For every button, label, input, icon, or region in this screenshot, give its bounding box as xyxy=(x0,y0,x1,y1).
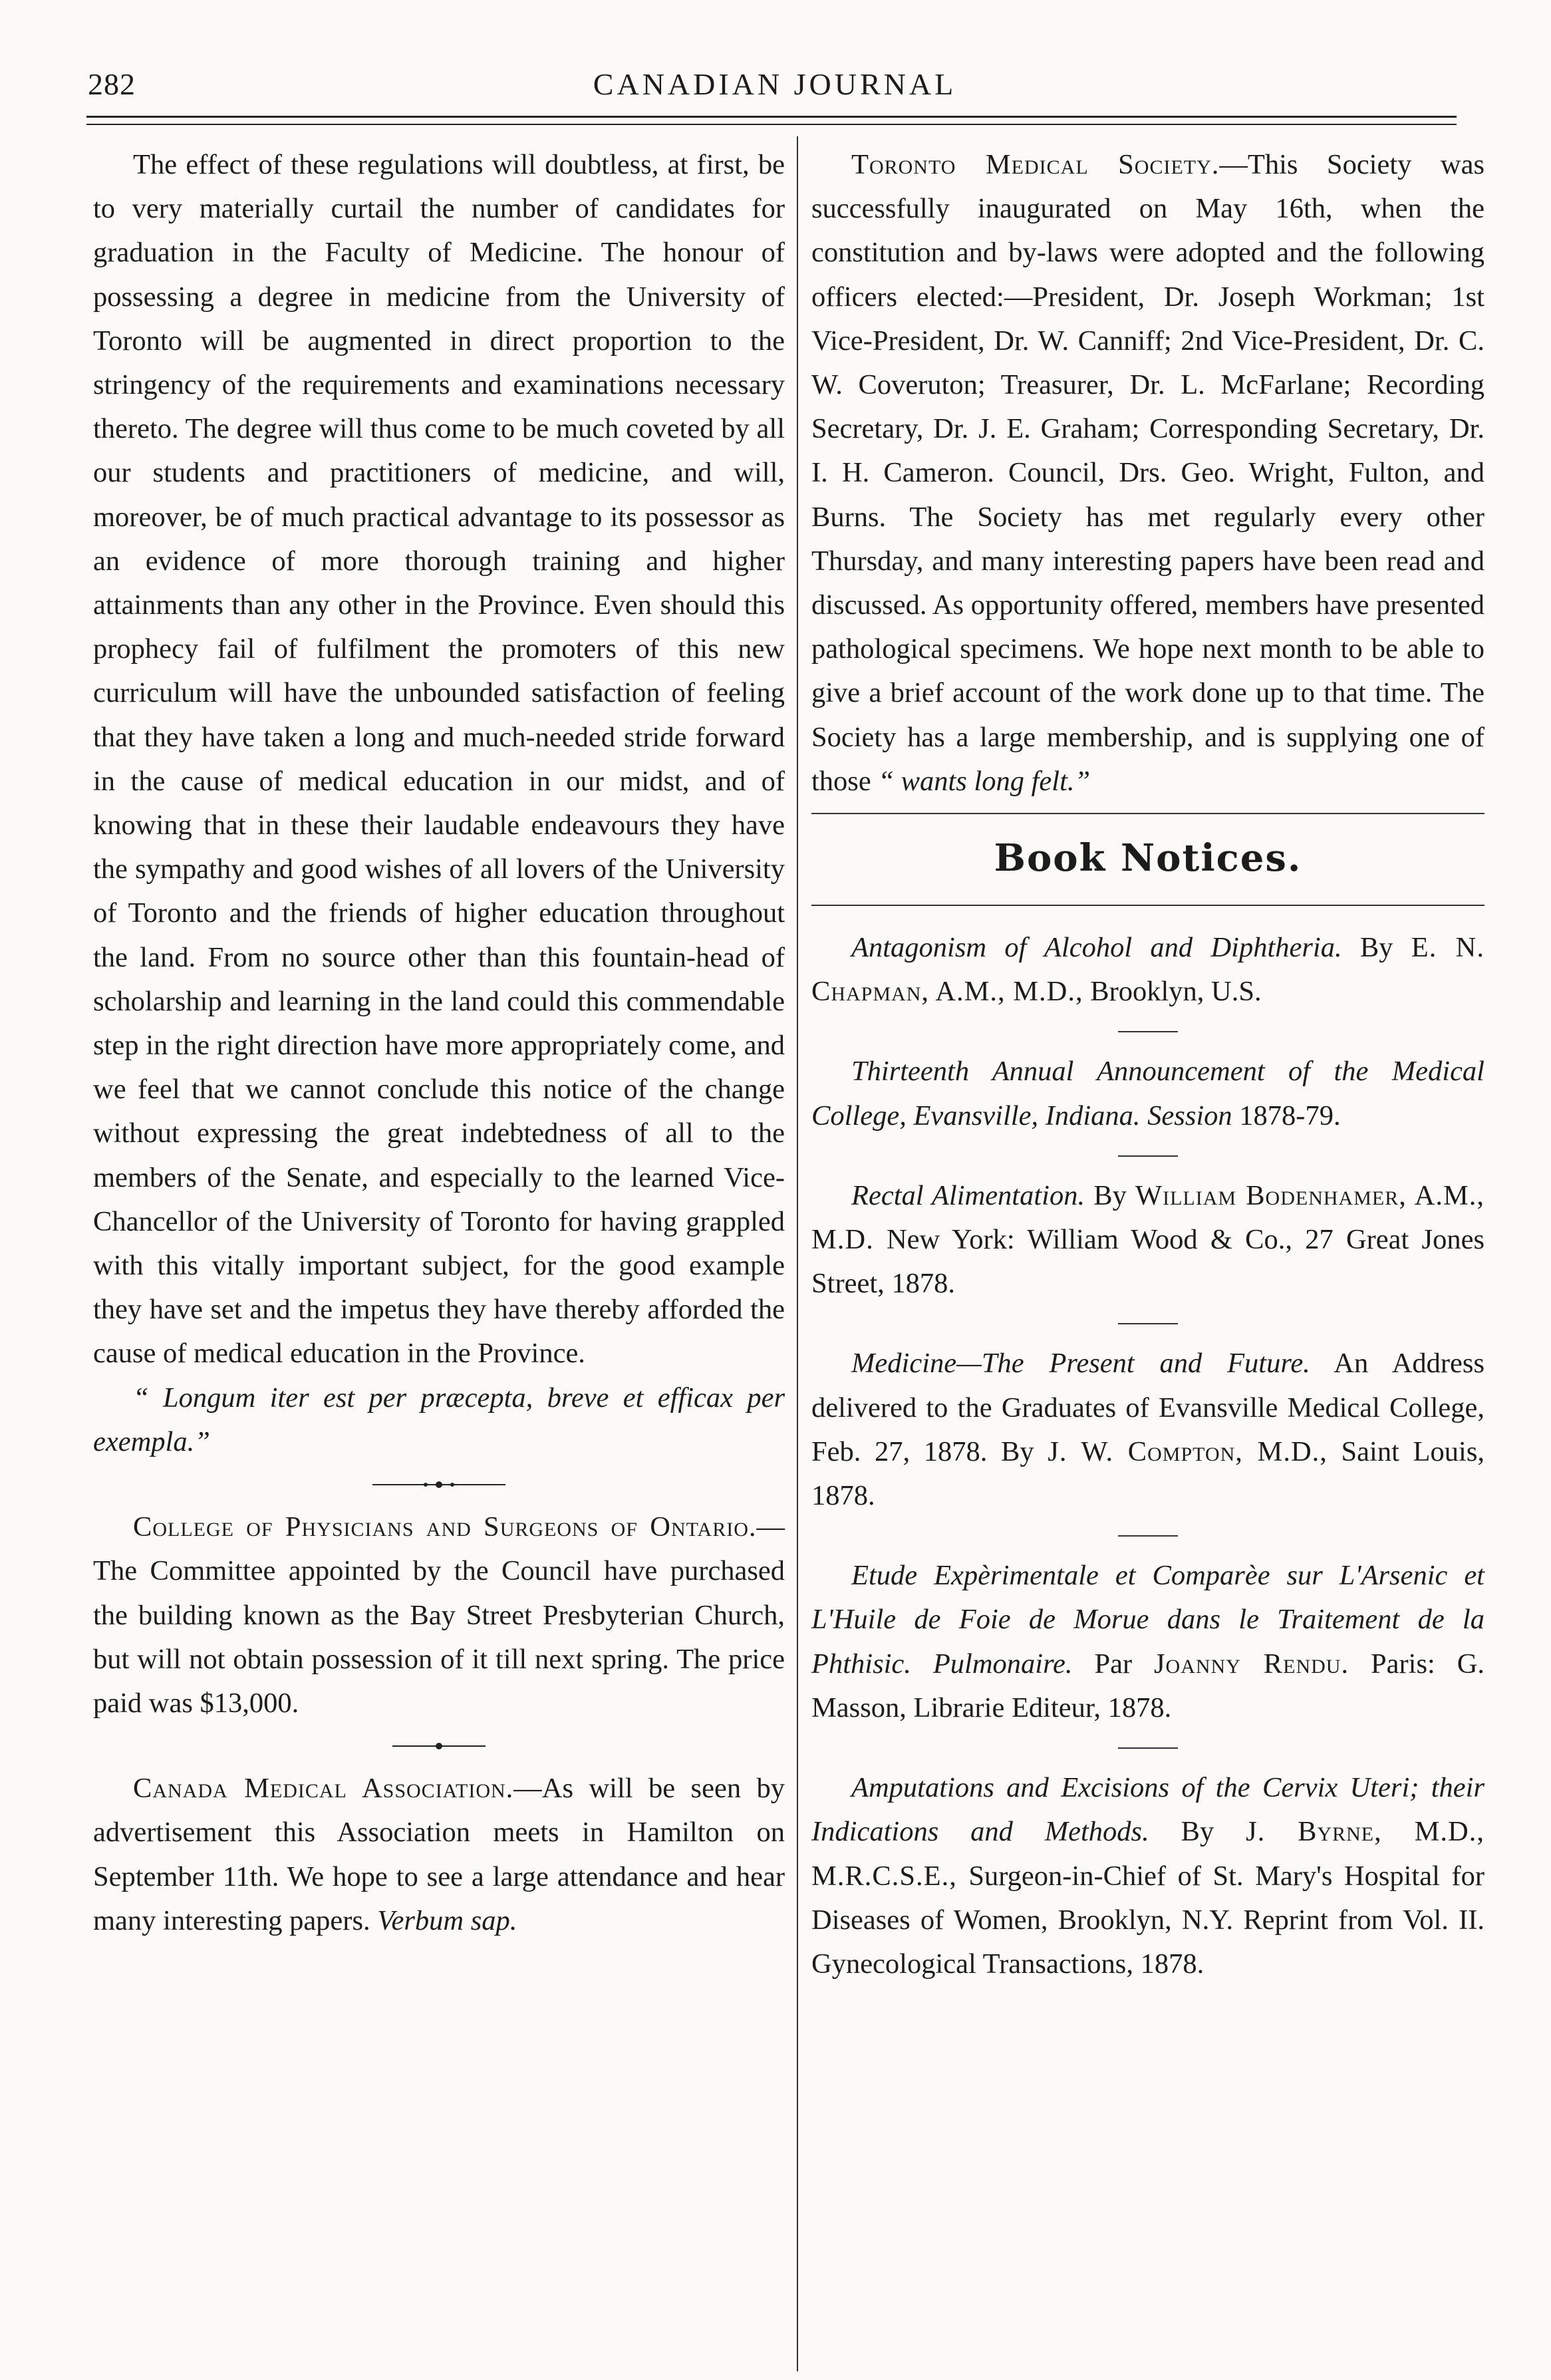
book-notices-heading: Book Notices. xyxy=(994,836,1302,881)
right-column xyxy=(811,143,1484,1986)
book-text: Brooklyn, U.S. xyxy=(1083,976,1262,1008)
college-body: —The Committee appointed by the Council have purchased the building known as the Bay Street Presbyterian Church, but will not obtain possession of it till next spring. The price paid was $13,000. xyxy=(93,1511,785,1719)
society-quote: “ wants long felt.” xyxy=(878,765,1091,797)
book-text: By xyxy=(1149,1816,1246,1848)
entry-divider xyxy=(1118,1155,1178,1157)
book-entry xyxy=(811,1342,1484,1518)
association-paragraph xyxy=(93,1767,785,1943)
book-author: J. W. Compton, M.D., xyxy=(1048,1435,1328,1467)
book-text: By xyxy=(1085,1179,1135,1211)
society-body: —This Society was successfully inaugurated on May 16th, when the constitution and by-laws were adopted and the following officers elected:—President, Dr. Joseph Workman; 1st Vice-President, Dr. W. Canniff; 2nd Vice-President, Dr. C. W. Coveruton; Treasurer, Dr. L. McFarlane; Recording Secretary, Dr. J. E. Graham; Corresponding Secretary, Dr. I. H. Cameron. Council, Drs. Geo. Wright, Fulton, and Burns. The Society has met regularly every other Thursday, and many interesting papers have been read and discussed. As opportunity offered, members have presented pathological specimens. We hope next month to be able to give a brief account of the work done up to that time. The Society has a large membership, and is supplying one of those xyxy=(811,149,1484,797)
latin-quote-text: “ Longum iter est per præcepta, breve et efficax per exempla.” xyxy=(93,1382,785,1457)
society-heading: Toronto Medical Society. xyxy=(851,149,1220,180)
book-text: New York: William Wood & Co., 27 Great Jones Street, 1878. xyxy=(811,1224,1484,1300)
entry-divider xyxy=(1118,1323,1178,1324)
book-text: 1878-79. xyxy=(1239,1100,1341,1131)
book-entry xyxy=(811,1174,1484,1306)
association-body: —As will be seen by advertisement this Association meets in Hamilton on September 11th. We hope to see a large attendance and hear many interesting papers. xyxy=(93,1773,785,1936)
book-text: An Address delivered to the Graduates of Evansville Medical College, Feb. 27, 1878. By xyxy=(811,1348,1484,1467)
book-title: Rectal Alimentation. xyxy=(851,1179,1085,1211)
header-rule-thin xyxy=(86,124,1457,125)
entry-divider xyxy=(1118,1535,1178,1537)
entry-divider xyxy=(1118,1031,1178,1032)
book-title: Antagonism of Alcohol and Diphtheria. xyxy=(851,932,1342,964)
book-title: Medicine—The Present and Future. xyxy=(851,1348,1310,1380)
page-number: 282 xyxy=(88,67,136,101)
book-title: Amputations and Excisions of the Cervix Uteri; their Indications and Methods. xyxy=(811,1772,1484,1848)
left-column xyxy=(93,143,785,1943)
book-entry xyxy=(811,1766,1484,1986)
book-text: Saint Louis, 1878. xyxy=(811,1435,1484,1512)
section-rule-2 xyxy=(811,905,1484,906)
ornament-divider-2 xyxy=(93,1725,785,1767)
running-title: CANADIAN JOURNAL xyxy=(593,67,957,101)
association-heading: Canada Medical Association. xyxy=(133,1773,514,1805)
regulations-paragraph: The effect of these regulations will doubtless, at first, be to very materially curtail the number of candidates for graduation in the Faculty of Medicine. The honour of possessing a degree in medicine from the University of Toronto will be augmented in direct proportion to the stringency of the requirements and examinations necessary thereto. The degree will thus come to be much coveted by all our students and practitioners of medicine, and will, moreover, be of much practical advantage to its possessor as an evidence of more thorough training and higher attainments than any other in the Province. Even should this prophecy fail of fulfilment the promoters of this new curriculum will have the unbounded satisfaction of feeling that they have taken a long and much-needed stride forward in the cause of medical education in our midst, and of knowing that in these their laudable endeavours they have the sympathy and good wishes of all lovers of the University of Toronto and the friends of higher education throughout the land. From no source other than this fountain-head of scholarship and learning in the land could this commendable step in the right direction have more appropriately come, and we feel that we cannot conclude this notice of the change without expressing the great indebtedness of all to the members of the Senate, and especially to the learned Vice-Chancellor of the University of Toronto for having grappled with this vitally important subject, for the good example they have set and the impetus they have thereby afforded the cause of medical education in the Province. xyxy=(93,149,785,1370)
book-author: William Bodenhamer, A.M., M.D. xyxy=(811,1179,1484,1256)
book-author: Joanny Rendu. xyxy=(1154,1648,1349,1680)
book-text: Par xyxy=(1072,1648,1155,1680)
latin-quote xyxy=(93,1376,785,1464)
page-header xyxy=(80,64,1470,117)
book-text xyxy=(1232,1100,1240,1131)
section-rule xyxy=(811,813,1484,814)
book-text: Paris: G. Masson, Librarie Editeur, 1878. xyxy=(811,1648,1485,1723)
entry-divider xyxy=(1118,1747,1178,1749)
book-author: J. Byrne, M.D., M.R.C.S.E., xyxy=(811,1816,1484,1892)
college-paragraph xyxy=(93,1505,785,1725)
society-paragraph xyxy=(811,143,1484,804)
book-entry xyxy=(811,1050,1484,1137)
verbum-sap: Verbum sap. xyxy=(377,1904,517,1936)
column-divider xyxy=(797,136,798,2371)
header-rule xyxy=(86,116,1457,118)
book-text: By xyxy=(1341,932,1411,964)
book-title: Etude Expèrimentale et Comparèe sur L'Arsenic et L'Huile de Foie de Morue dans le Traitement de la Phthisic. Pulmonaire. xyxy=(811,1560,1484,1680)
book-author: E. N. Chapman, A.M., M.D., xyxy=(811,932,1484,1008)
book-entry xyxy=(811,1554,1484,1730)
book-text: Surgeon-in-Chief of St. Mary's Hospital for Diseases of Women, Brooklyn, N.Y. Reprint from Vol. II. Gynecological Transactions, 1878. xyxy=(811,1860,1484,1980)
college-heading: College of Physicians and Surgeons of Ontario. xyxy=(133,1511,757,1543)
ornament-divider xyxy=(93,1464,785,1505)
book-title: Thirteenth Annual Announcement of the Medical College, Evansville, Indiana. Session xyxy=(811,1056,1484,1131)
book-entry xyxy=(811,926,1484,1014)
